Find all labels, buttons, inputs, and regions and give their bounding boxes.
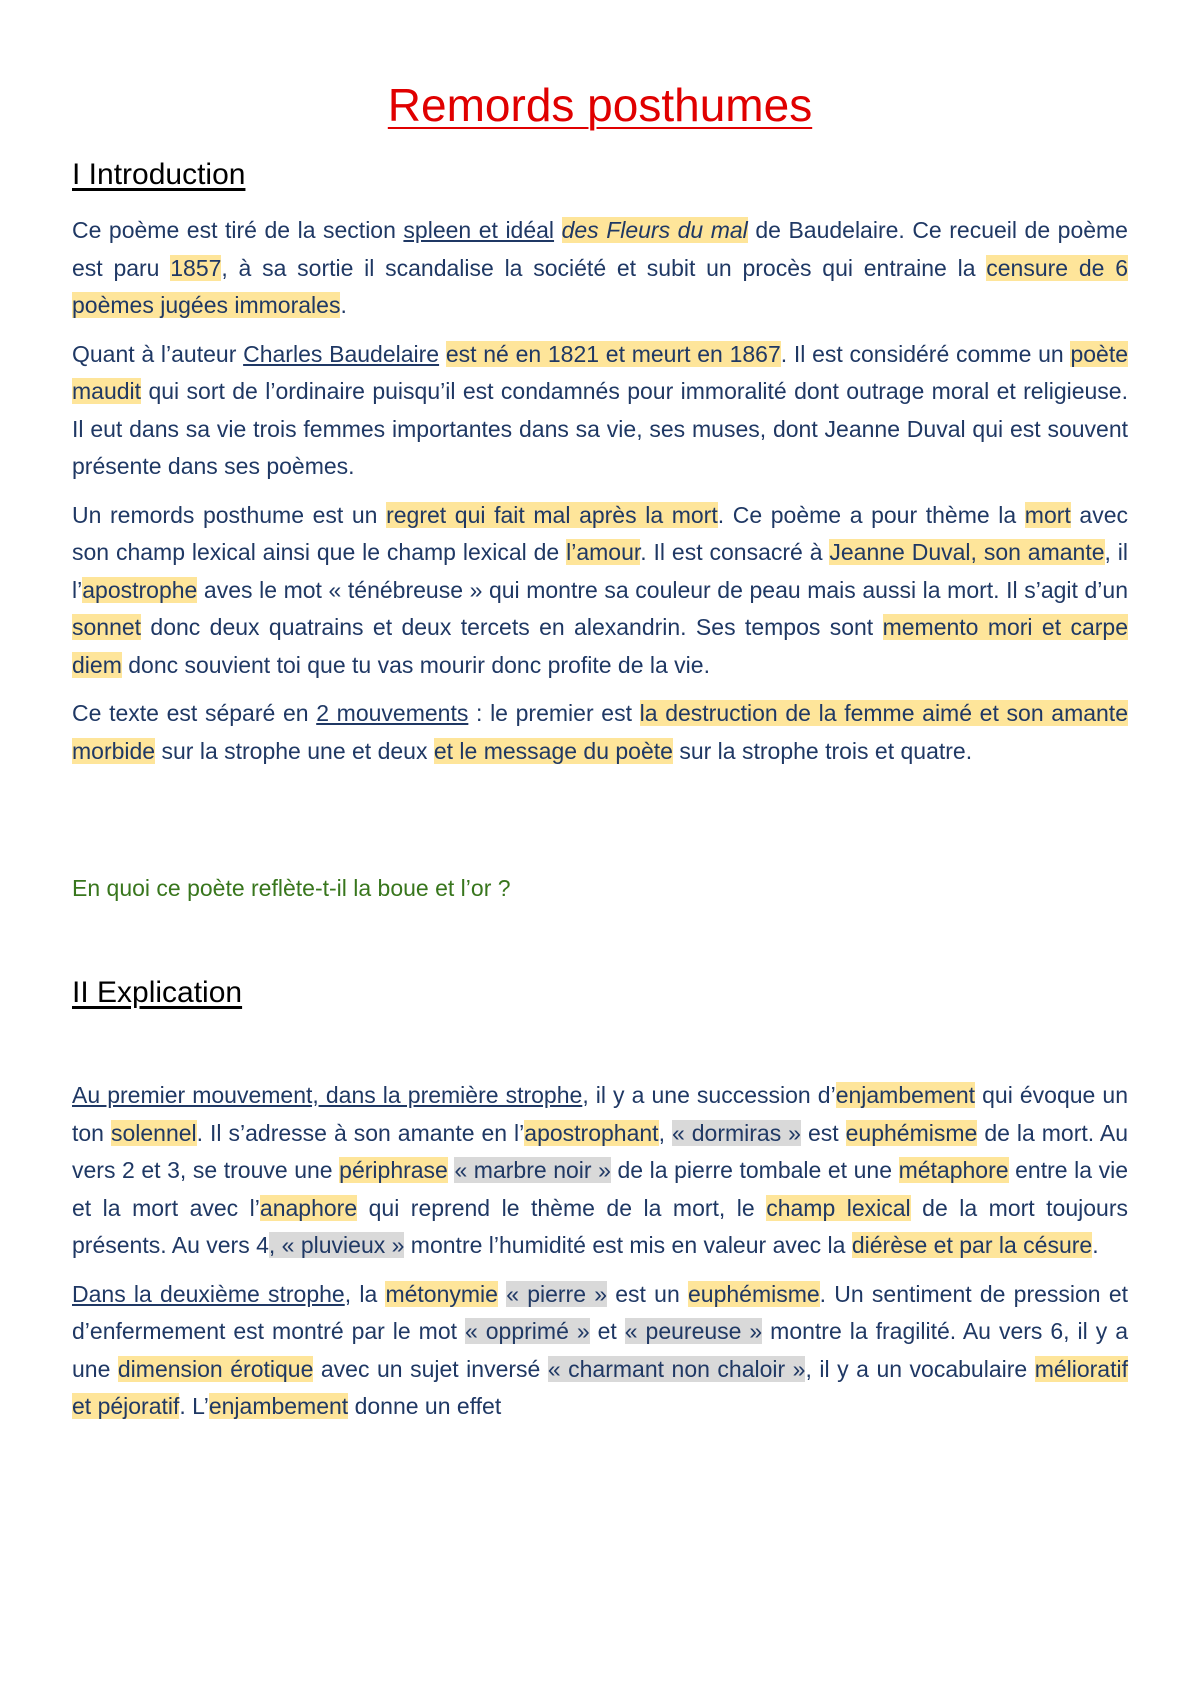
section-heading-explication: II Explication: [72, 976, 243, 1009]
highlighted-text: regret qui fait mal après la mort: [386, 501, 718, 528]
text-run: sur la strophe trois et quatre.: [672, 737, 973, 764]
highlighted-text: enjambement: [208, 1393, 349, 1419]
highlighted-text: sonnet: [72, 614, 142, 640]
section-heading-introduction: I Introduction: [72, 158, 246, 191]
page-title: Remords posthumes: [387, 79, 813, 131]
text-run: aves le mot « ténébreuse » qui montre sa couleur de peau mais aussi la mort. Il s’agit d’un: [197, 576, 1128, 603]
text-run: Un remords posthume est un: [72, 501, 387, 528]
highlighted-text: métaphore: [898, 1157, 1009, 1183]
highlighted-text: solennel: [110, 1119, 197, 1146]
highlighted-text: euphémisme: [845, 1119, 978, 1146]
text-run: , il y a une succession d’: [582, 1082, 836, 1108]
highlighted-text: enjambement: [835, 1082, 976, 1108]
text-run: [554, 217, 562, 243]
text-run: donc deux quatrains et deux tercets en alexandrin. Ses tempos sont: [141, 614, 883, 640]
text-run: , la: [344, 1280, 386, 1307]
quoted-text: , « pluvieux »: [268, 1232, 405, 1258]
text-run: Quant à l’auteur: [72, 340, 244, 367]
text-run: de la mort toujours présents. Au vers 4: [72, 1194, 1128, 1258]
text-run: qui reprend le thème de la mort, le: [357, 1194, 767, 1221]
text-run: donc souvient toi que tu vas mourir donc profite de la vie.: [121, 651, 710, 678]
highlighted-text: mort: [1024, 501, 1071, 528]
explication-paragraph-2: [72, 1276, 1128, 1426]
highlighted-text: est né en 1821 et meurt en 1867: [445, 340, 781, 367]
text-run: . Il s’adresse à son amante en l’: [196, 1119, 525, 1146]
highlighted-text: memento mori et carpe diem: [72, 614, 1128, 678]
highlighted-text: Jeanne Duval, son amante: [829, 539, 1105, 565]
text-run: ,: [658, 1119, 672, 1146]
text-run: et: [589, 1318, 625, 1344]
highlighted-text: apostrophant: [524, 1119, 659, 1146]
highlighted-text: anaphore: [259, 1194, 358, 1221]
intro-paragraph-3: [72, 497, 1128, 685]
intro-paragraph-1: [72, 212, 1128, 325]
text-run: . Il est consacré à: [640, 539, 830, 565]
text-run: . L’: [179, 1393, 209, 1419]
highlighted-text: 1857: [170, 254, 222, 281]
text-run: , il y a un vocabulaire: [805, 1355, 1035, 1382]
text-run: de la mort. Au vers 2 et 3, se trouve une: [72, 1119, 1129, 1183]
text-run: avec un sujet inversé: [313, 1355, 548, 1382]
highlighted-text: mélioratif et péjoratif: [72, 1355, 1128, 1419]
text-run: de Baudelaire. Ce recueil de poème est paru: [72, 217, 1128, 281]
highlighted-text: poète maudit: [72, 340, 1129, 404]
intro-paragraph-4: [72, 695, 1128, 770]
text-run: montre la fragilité. Au vers 6, il y a une: [72, 1318, 1128, 1382]
underlined-text: Au premier mouvement, dans la première strophe: [72, 1082, 583, 1108]
underlined-text: Dans la deuxième strophe: [72, 1280, 345, 1307]
highlighted-text: champ lexical: [766, 1194, 911, 1221]
text-run: avec son champ lexical ainsi que le champ lexical de: [72, 501, 1128, 565]
highlighted-text: diérèse et par la césure: [851, 1232, 1093, 1258]
text-run: . Il est considéré comme un: [780, 340, 1071, 367]
underlined-text: 2 mouvements: [316, 700, 469, 726]
highlighted-text: et le message du poète: [433, 737, 673, 764]
highlighted-text: métonymie: [385, 1280, 498, 1307]
text-run: , à sa sortie il scandalise la société et subit un procès qui entraine la: [221, 254, 987, 281]
text-run: . Un sentiment de pression et d’enfermement est montré par le mot: [72, 1280, 1129, 1344]
underlined-text: spleen et idéal: [403, 217, 555, 243]
explication-paragraph-1: [72, 1077, 1128, 1265]
quoted-text: « peureuse »: [624, 1318, 763, 1344]
text-run: . Ce poème a pour thème la: [717, 501, 1025, 528]
text-run: de la pierre tombale et une: [610, 1157, 899, 1183]
text-run: .: [340, 292, 347, 318]
intro-block: [72, 212, 1128, 770]
underlined-text: Charles Baudelaire: [243, 340, 440, 367]
problematic-question: En quoi ce poète reflète-t-il la boue et l’or ?: [72, 875, 511, 901]
quoted-text: « pierre »: [506, 1280, 608, 1307]
highlighted-text: des Fleurs du mal: [561, 217, 748, 243]
quoted-text: « opprimé »: [465, 1318, 590, 1344]
text-run: entre la vie et la mort avec l’: [72, 1157, 1128, 1221]
highlighted-text: euphémisme: [687, 1280, 820, 1307]
text-run: [498, 1281, 506, 1307]
text-run: est: [800, 1119, 846, 1146]
highlighted-text: l’amour: [566, 539, 641, 565]
highlighted-text: dimension érotique: [117, 1355, 314, 1382]
quoted-text: « marbre noir »: [454, 1157, 611, 1183]
text-run: [439, 341, 446, 367]
text-run: donne un effet: [348, 1393, 502, 1419]
text-run: Ce poème est tiré de la section: [72, 217, 404, 243]
text-run: , il l’: [72, 539, 1128, 603]
text-run: .: [1092, 1232, 1099, 1258]
quoted-text: « charmant non chaloir »: [547, 1355, 806, 1382]
text-run: qui évoque un ton: [72, 1082, 1128, 1146]
highlighted-text: la destruction de la femme aimé et son amante morbide: [72, 700, 1128, 764]
explication-block: [72, 1077, 1128, 1426]
quoted-text: « dormiras »: [671, 1119, 801, 1146]
text-run: montre l’humidité est mis en valeur avec la: [404, 1232, 852, 1258]
text-run: qui sort de l’ordinaire puisqu’il est condamnés pour immoralité dont outrage moral et religieuse. Il eut dans sa vie trois femmes importantes dans sa vie, ses muses, dont Jeanne Duval qui est souvent présente dans ses poèmes.: [72, 378, 1128, 479]
text-run: sur la strophe une et deux: [155, 737, 434, 764]
highlighted-text: censure de 6 poèmes jugées immorales: [72, 254, 1128, 318]
highlighted-text: périphrase: [339, 1157, 448, 1183]
text-run: est un: [607, 1280, 688, 1307]
highlighted-text: apostrophe: [82, 576, 198, 603]
text-run: : le premier est: [468, 700, 640, 726]
intro-paragraph-2: [72, 336, 1128, 486]
text-run: Ce texte est séparé en: [72, 700, 317, 726]
